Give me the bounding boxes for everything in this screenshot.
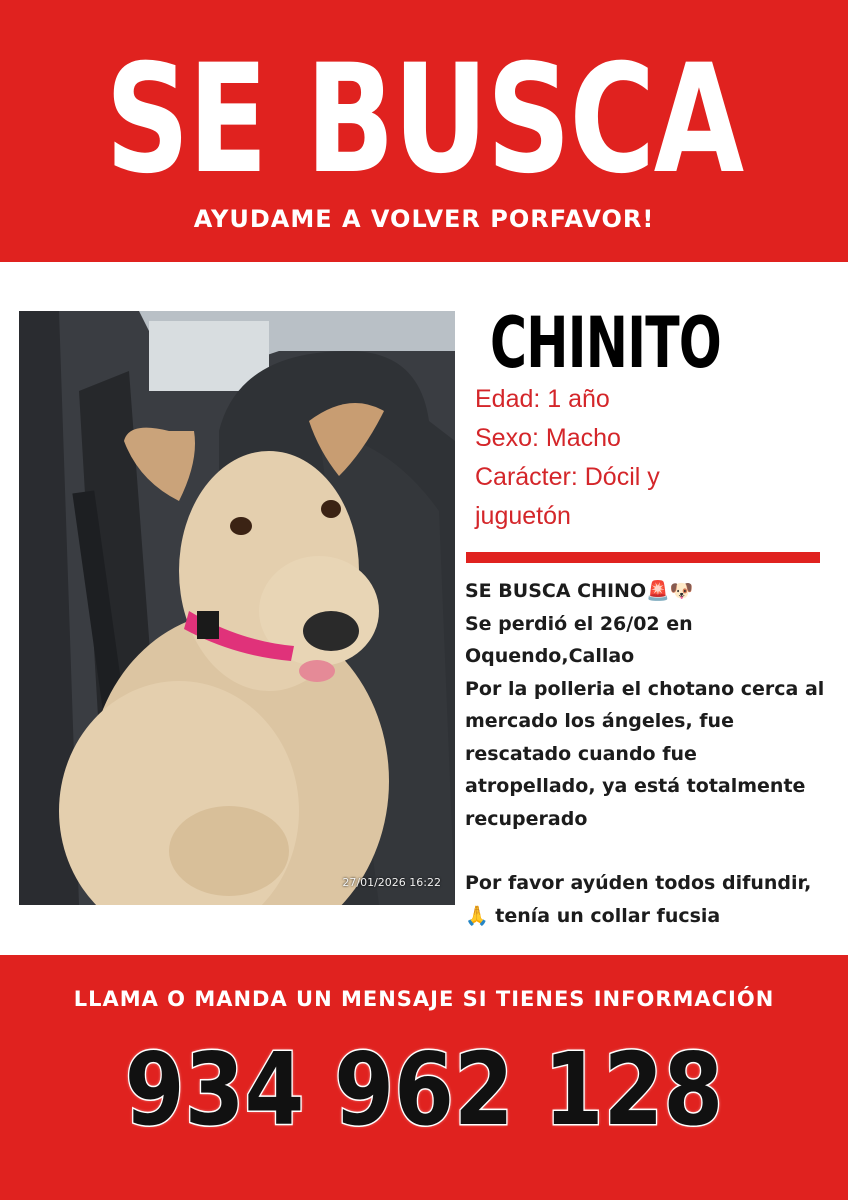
description-line: Por la polleria el chotano cerca al	[465, 677, 825, 700]
detail-character: Carácter: Dócil y	[475, 463, 660, 491]
detail-age: Edad: 1 año	[475, 385, 610, 413]
phone-number: 934 962 128	[124, 1031, 724, 1148]
description-line: rescatado cuando fue	[465, 742, 697, 765]
poster-headline: SE BUSCA	[105, 33, 743, 207]
description-line: recuperado	[465, 807, 588, 830]
dog-photo	[19, 311, 455, 905]
description-heading: SE BUSCA CHINO	[465, 580, 647, 602]
description-line: Se perdió el 26/02 en	[465, 612, 693, 635]
poster-subheadline: AYUDAME A VOLVER PORFAVOR!	[193, 205, 655, 233]
lost-description	[465, 575, 840, 932]
detail-character-cont: juguetón	[475, 502, 571, 530]
praying-hands-icon: 🙏	[465, 904, 489, 927]
contact-cta: LLAMA O MANDA UN MENSAJE SI TIENES INFORMACIÓN	[73, 987, 775, 1011]
photo-timestamp: 27/01/2026 16:22	[342, 876, 441, 889]
pet-details	[475, 380, 835, 536]
siren-dog-icon: 🚨🐶	[646, 580, 694, 602]
dog-photo-illustration	[19, 311, 455, 905]
closing-line-1: Por favor ayúden todos difundir,	[465, 872, 812, 894]
section-divider	[466, 552, 820, 563]
closing-text: tenía un collar fucsia	[495, 904, 721, 927]
detail-sex: Sexo: Macho	[475, 424, 621, 452]
description-line: mercado los ángeles, fue	[465, 710, 734, 732]
description-line: atropellado, ya está totalmente	[465, 775, 806, 797]
description-heading-line	[465, 575, 840, 608]
spacer	[465, 835, 840, 867]
pet-name: CHINITO	[490, 302, 722, 384]
closing-line-2	[465, 900, 840, 933]
description-line: Oquendo,Callao	[465, 645, 635, 667]
